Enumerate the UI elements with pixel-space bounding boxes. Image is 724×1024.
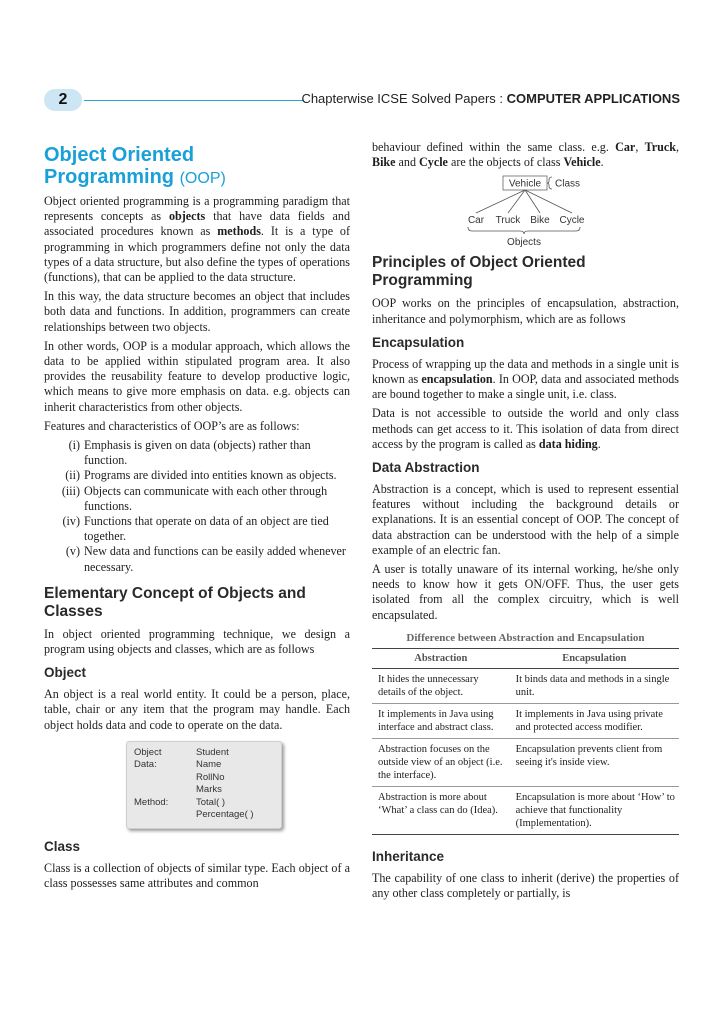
text: that have data fields and associated procedures known as xyxy=(44,209,350,239)
heading-class: Class xyxy=(44,838,81,854)
heading-object: Object xyxy=(44,665,87,681)
table-row xyxy=(372,704,679,739)
link-truck xyxy=(508,190,525,213)
term-bike: Bike xyxy=(372,155,396,170)
elementary-paragraph: In object oriented programming technique, we design a program using objects and classes, which are as follows xyxy=(44,626,350,657)
text: , xyxy=(635,140,645,154)
column-header: Encapsulation xyxy=(510,649,679,669)
class-brace xyxy=(547,177,552,189)
data-value: Marks xyxy=(196,784,222,796)
text: Process of wrapping up the data and methods in a single unit is known as xyxy=(372,356,679,387)
term-car: Car xyxy=(615,140,636,154)
table-row xyxy=(372,739,679,787)
heading-data-abstraction: Data Abstraction xyxy=(372,460,480,476)
term-methods: methods xyxy=(217,224,261,239)
text: Object oriented programming is a programming paradigm that represents concepts as xyxy=(44,194,350,224)
class-paragraph: Class is a collection of objects of similar type. Each object of a class possesses same attributes and common xyxy=(44,860,350,891)
title-line1: Object Oriented xyxy=(44,144,195,166)
title-line2: Programming xyxy=(44,166,175,188)
table-cell: It implements in Java using private and protected access modifier. xyxy=(510,704,679,739)
class-label: Class xyxy=(555,178,581,190)
object-key: Object xyxy=(134,746,162,758)
table-caption: Difference between Abstraction and Encapsulation xyxy=(406,631,645,644)
inheritance-paragraph: The capability of one class to inherit (derive) the properties of any other class completely or partially, is xyxy=(372,871,679,901)
cycle-label: Cycle xyxy=(559,215,585,227)
list-text: New data and functions can be easily added whenever necessary. xyxy=(84,544,346,574)
method-key: Method: xyxy=(134,796,169,808)
text: Data is not accessible to outside the world and only class methods can get access to it. This isolation of data from direct access by the program is called as xyxy=(372,406,679,451)
heading-elementary-concept: Elementary Concept of Objects and Classes xyxy=(44,584,306,620)
term-cycle: Cycle xyxy=(419,155,448,170)
table-cell: Abstraction focuses on the outside view of an object (i.e. the interface). xyxy=(372,739,510,787)
table-cell: Abstraction is more about ‘What’ a class can do (Idea). xyxy=(372,787,510,835)
list-text: Objects can communicate with each other through functions. xyxy=(84,483,328,513)
list-marker: (iii) xyxy=(61,483,80,498)
heading-principles: Principles of Object Oriented Programming xyxy=(372,254,586,290)
oop-paragraph-2: In this way, the data structure becomes an object that includes both data and functions. In addition, programmers can create relationships between two objects. xyxy=(44,289,350,334)
term-encapsulation: encapsulation xyxy=(421,372,493,387)
table-cell: It binds data and methods in a single unit. xyxy=(510,669,679,704)
data-value: Name xyxy=(196,759,222,771)
truck-label: Truck xyxy=(495,215,521,227)
bike-label: Bike xyxy=(530,215,550,227)
title-abbr: (OOP) xyxy=(179,170,226,187)
list-text: Programs are divided into entities known as objects. xyxy=(84,468,337,483)
vehicle-class-diagram xyxy=(372,174,679,248)
features-list xyxy=(44,438,350,575)
heading-encapsulation: Encapsulation xyxy=(372,334,465,350)
column-header: Abstraction xyxy=(372,649,510,669)
list-text: Functions that operate on data of an object are tied together. xyxy=(84,514,329,544)
table-cell: It hides the unnecessary details of the object. xyxy=(372,669,510,704)
encapsulation-paragraph-1 xyxy=(372,357,679,403)
running-title xyxy=(301,91,680,106)
text: are the objects of class xyxy=(447,155,564,170)
comparison-table xyxy=(372,648,679,835)
data-value: RollNo xyxy=(196,771,225,783)
object-paragraph: An object is a real world entity. It could be a person, place, table, chair or any item that the program may handle. Each object holds data and code to operate on the data. xyxy=(44,687,350,732)
table-cell: Encapsulation is more about ‘How’ to achieve that functionality (Implementation). xyxy=(510,787,679,835)
principles-paragraph: OOP works on the principles of encapsulation, abstraction, inheritance and polymorphism, which are as follows xyxy=(372,296,679,326)
objects-label: Objects xyxy=(507,237,541,249)
table-cell: Encapsulation prevents client from seeing it's inside view. xyxy=(510,739,679,787)
oop-paragraph-1 xyxy=(44,194,350,285)
section-title-oop xyxy=(44,144,350,190)
oop-paragraph-4: Features and characteristics of OOP’s are as follows: xyxy=(44,418,300,433)
running-title-text: Chapterwise ICSE Solved Papers : xyxy=(301,91,507,106)
object-example-box xyxy=(126,741,282,829)
table-header-row xyxy=(372,649,679,669)
page-number: 2 xyxy=(44,89,82,111)
table-row xyxy=(372,669,679,704)
abstraction-paragraph-2: A user is totally unaware of its internal working, he/she only needs to know how it gets ON/OFF. Thus, the user gets isolated from all the complex circuitry, which is well encapsulated. xyxy=(372,562,679,622)
objects-brace xyxy=(468,227,580,234)
text: . xyxy=(597,436,601,451)
method-value: Total( ) xyxy=(196,796,226,808)
term-truck: Truck xyxy=(644,140,676,154)
list-item xyxy=(44,484,350,514)
list-text: Emphasis is given on data (objects) rather than function. xyxy=(84,438,311,468)
oop-paragraph-3: In other words, OOP is a modular approach, which allows the data to be applied within stipulated program area. It also provides the reusability feature to develop productive logic, which means to give more emphasis on data. e.g. objects can inherit characteristics from other objects. xyxy=(44,338,350,414)
term-data-hiding: data hiding xyxy=(538,436,598,451)
abstraction-paragraph-1: Abstraction is a concept, which is used to represent essential features without including the background details or explanations. It is an essential concept of OOP. The concept of data abstraction can be understood with the help of a simple example of an electric fan. xyxy=(372,482,679,557)
left-column xyxy=(44,140,350,895)
heading-inheritance: Inheritance xyxy=(372,849,445,865)
list-marker: (iv) xyxy=(62,514,80,529)
table-row xyxy=(372,787,679,835)
text: . xyxy=(600,155,604,170)
text: behaviour defined within the same class. e.g. xyxy=(372,140,616,154)
encapsulation-paragraph-2 xyxy=(372,406,679,452)
text: . In OOP, data and associated methods are bound together to make a single unit, i.e. class. xyxy=(372,372,679,402)
link-car xyxy=(476,190,525,213)
right-column xyxy=(372,140,679,905)
list-item xyxy=(44,514,350,544)
header-rule xyxy=(84,100,304,101)
text: , xyxy=(675,140,680,154)
text: and xyxy=(395,155,420,170)
list-item xyxy=(44,544,350,574)
car-label: Car xyxy=(467,215,485,227)
term-objects: objects xyxy=(168,209,206,224)
term-vehicle: Vehicle xyxy=(563,155,601,170)
table-cell: It implements in Java using interface and abstract class. xyxy=(372,704,510,739)
list-marker: (i) xyxy=(68,438,80,453)
list-marker: (v) xyxy=(65,544,80,559)
text: . It is a type of programming in which programmers define not only the data types of a data structure, but also define the types of operations (functions), that can be applied to the data structure. xyxy=(44,224,351,285)
object-value: Student xyxy=(196,746,229,758)
list-item xyxy=(44,438,350,468)
list-item xyxy=(44,468,350,483)
vehicle-label: Vehicle xyxy=(508,178,542,190)
list-marker: (ii) xyxy=(65,468,80,483)
data-key: Data: xyxy=(134,759,157,771)
running-title-subject: COMPUTER APPLICATIONS xyxy=(506,91,680,106)
method-value: Percentage( ) xyxy=(196,809,254,821)
class-continued-paragraph xyxy=(372,140,679,170)
